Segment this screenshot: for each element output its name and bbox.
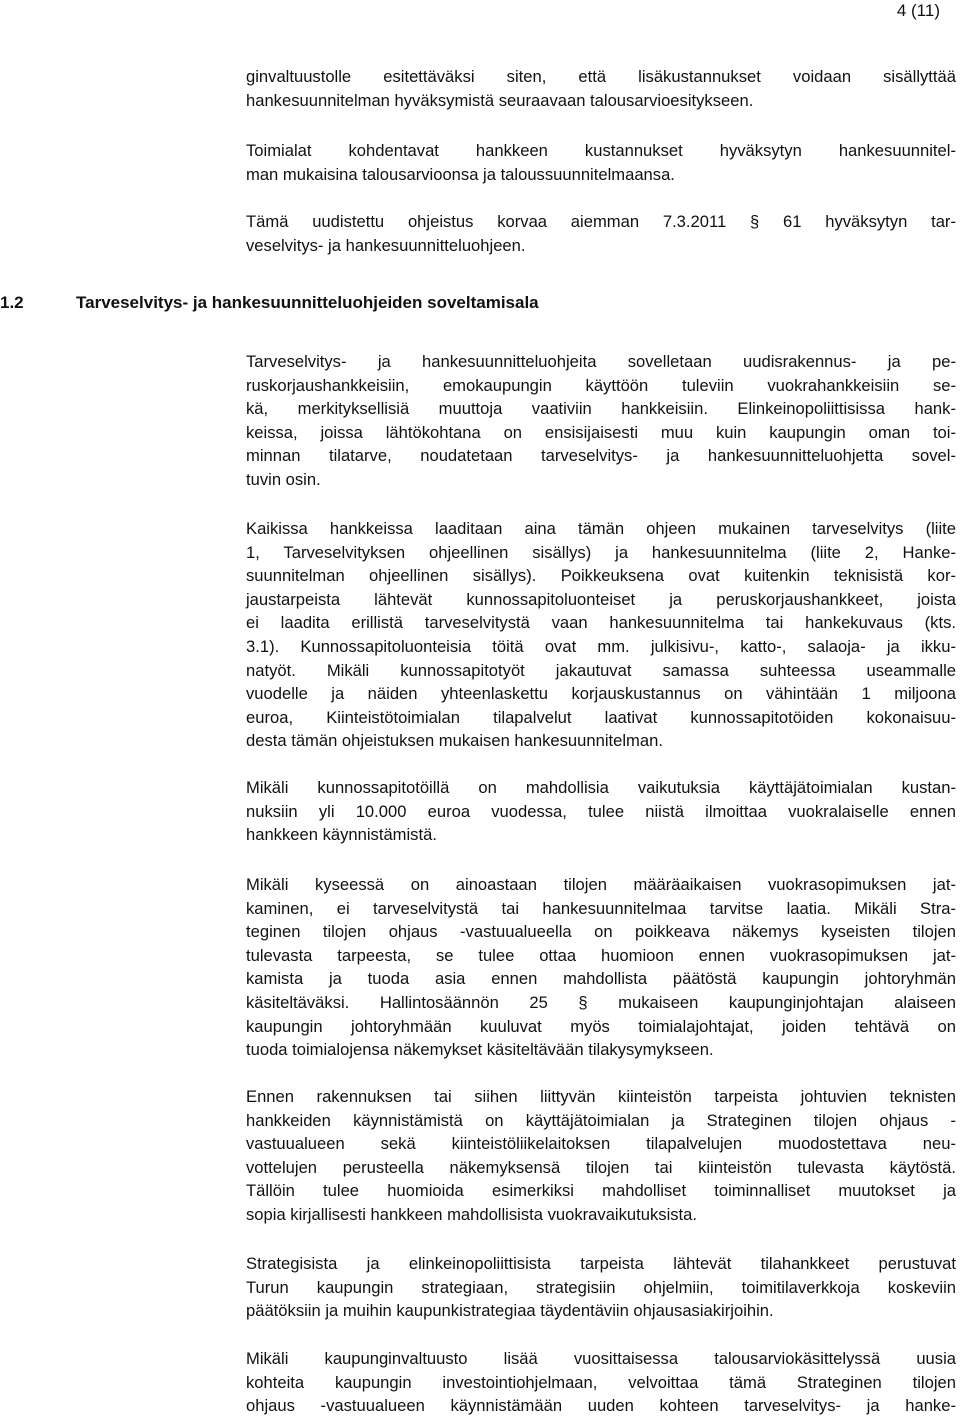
text-line: natyöt. Mikäli kunnossapitotyöt jakautuvat samassa suhteessa useammalle <box>246 660 956 680</box>
text-line: ginvaltuustolle esitettäväksi siten, että lisäkustannukset voidaan sisällyttää <box>246 67 956 86</box>
text-line: Kaikissa hankkeissa laaditaan aina tämän ohjeen mukainen tarveselvitys (liite <box>246 519 956 538</box>
text-line: veselvitys- ja hankesuunnitteluohjeen. <box>246 235 526 255</box>
text-line: Mikäli kunnossapitotöillä on mahdollisia vaikutuksia käyttäjätoimialan kustan- <box>246 778 956 797</box>
text-line: hankkeiden käynnistämistä on käyttäjätoimialan ja Strateginen tilojen ohjaus - <box>246 1110 956 1130</box>
text-line: sopia kirjallisesti hankkeen mahdollisista vuokravaikutuksista. <box>246 1204 698 1224</box>
text-line: Tarveselvitys- ja hankesuunnitteluohjeita sovelletaan uudisrakennus- ja pe- <box>246 352 956 371</box>
section-number: 1.2 <box>0 293 24 312</box>
text-line: kaupungin johtoryhmään kuuluvat myös toimialajohtajat, joiden tehtävä on <box>246 1016 956 1036</box>
text-line: kä, merkityksellisiä muuttoja vaativiin hankkeisiin. Elinkeinopoliittisissa hank- <box>246 399 956 419</box>
body-paragraph <box>246 1252 956 1323</box>
text-line: teginen tilojen ohjaus -vastuualueella on poikkeava näkemys kyseisten tilojen <box>246 922 956 942</box>
text-line: ohjaus -vastuualueen käynnistämään uuden kohteen tarveselvitys- ja hanke- <box>246 1396 956 1416</box>
text-line: kamista ja tuoda asia ennen mahdollista päätöstä kaupungin johtoryhmän <box>246 969 956 989</box>
body-paragraph <box>246 1085 956 1227</box>
text-line: Ennen rakennuksen tai siihen liittyvän kiinteistön tarpeista johtuvien teknisten <box>246 1087 956 1106</box>
body-paragraph <box>246 350 956 492</box>
body-paragraph <box>246 1347 956 1418</box>
text-line: nuksiin yli 10.000 euroa vuodessa, tulee niistä ilmoittaa vuokralaiselle ennen <box>246 801 956 821</box>
body-paragraph <box>246 873 956 1062</box>
text-line: jaustarpeista lähtevät kunnossapitoluonteiset ja peruskorjaushankkeet, joista <box>246 589 956 609</box>
text-line: tuvin osin. <box>246 469 321 489</box>
text-line: Mikäli kaupunginvaltuusto lisää vuosittaisessa talousarviokäsittelyssä uusia <box>246 1349 956 1368</box>
text-line: vottelujen perusteella näkemyksensä tilojen tai kiinteistön tulevasta käytöstä. <box>246 1157 956 1177</box>
intro-paragraph <box>246 139 956 186</box>
text-line: päätöksiin ja muihin kaupunkistrategiaa täydentäviin ohjausasiakirjoihin. <box>246 1301 774 1321</box>
text-line: man mukaisina talousarvioonsa ja taloussuunnitelmaansa. <box>246 164 675 184</box>
intro-paragraph <box>246 65 956 112</box>
text-line: minnan tilatarve, noudatetaan tarveselvitys- ja hankesuunnitteluohjetta sovel- <box>246 446 956 466</box>
text-line: ei laadita erillistä tarveselvitystä vaan hankesuunnitelma tai hankekuvaus (kts. <box>246 613 956 633</box>
text-line: tulevasta tarpeesta, se tulee ottaa huomioon ennen vuokrasopimuksen jat- <box>246 945 956 965</box>
text-line: käsiteltäväksi. Hallintosäännön 25 § mukaiseen kaupunginjohtajan alaiseen <box>246 992 956 1012</box>
text-line: Toimialat kohdentavat hankkeen kustannukset hyväksytyn hankesuunnitel- <box>246 141 956 160</box>
section-title: Tarveselvitys- ja hankesuunnitteluohjeiden soveltamisala <box>76 293 539 312</box>
text-line: suunnitelman ohjeellinen sisällys). Poikkeuksena ovat kuitenkin teknisistä kor- <box>246 566 956 586</box>
text-line: desta tämän ohjeistuksen mukaisen hankesuunnitelman. <box>246 731 663 751</box>
text-line: kohteita kaupungin investointiohjelmaan, velvoittaa tämä Strateginen tilojen <box>246 1372 956 1392</box>
body-paragraph <box>246 517 956 753</box>
text-line: euroa, Kiinteistötoimialan tilapalvelut laativat kunnossapitotöiden kokonaisuu- <box>246 707 956 727</box>
text-line: Mikäli kyseessä on ainoastaan tilojen määräaikaisen vuokrasopimuksen jat- <box>246 875 956 894</box>
section-heading <box>0 291 539 315</box>
text-line: 3.1). Kunnossapitoluonteisia töitä ovat mm. julkisivu-, katto-, salaoja- ja ikku- <box>246 636 956 656</box>
text-line: Tällöin tulee huomioida esimerkiksi mahdolliset toiminnalliset muutokset ja <box>246 1181 956 1201</box>
text-line: vuodelle ja näiden yhteenlaskettu korjauskustannus on vähintään 1 miljoona <box>246 684 956 704</box>
text-line: kaminen, ei tarveselvitystä tai hankesuunnitelmaa tarvitse laatia. Mikäli Stra- <box>246 898 956 918</box>
text-line: 1, Tarveselvityksen ohjeellinen sisällys) ja hankesuunnitelma (liite 2, Hanke- <box>246 542 956 562</box>
text-line: keissa, joissa lähtökohtana on ensisijaisesti muu kuin kaupungin oman toi- <box>246 422 956 442</box>
text-line: tuoda toimialojensa näkemykset käsiteltävään tilakysymykseen. <box>246 1040 714 1060</box>
text-line: vastuualueen sekä kiinteistöliikelaitoksen tilapalvelujen muodostettava neu- <box>246 1134 956 1154</box>
text-line: hankkeen käynnistämistä. <box>246 825 437 845</box>
intro-paragraph <box>246 210 956 257</box>
text-line: Strategisista ja elinkeinopoliittisista tarpeista lähtevät tilahankkeet perustuvat <box>246 1254 956 1273</box>
page-number: 4 (11) <box>896 1 940 20</box>
text-line: hankesuunnitelman hyväksymistä seuraavaan talousarvioesitykseen. <box>246 90 754 110</box>
text-line: Turun kaupungin strategiaan, strategisiin ohjelmiin, toimitilaverkkoja koskeviin <box>246 1277 956 1297</box>
text-line: ruskorjaushankkeisiin, emokaupungin käyttöön tuleviin vuokrahankkeisiin se- <box>246 375 956 395</box>
body-paragraph <box>246 776 956 847</box>
text-line: Tämä uudistettu ohjeistus korvaa aiemman 7.3.2011 § 61 hyväksytyn tar- <box>246 212 956 231</box>
